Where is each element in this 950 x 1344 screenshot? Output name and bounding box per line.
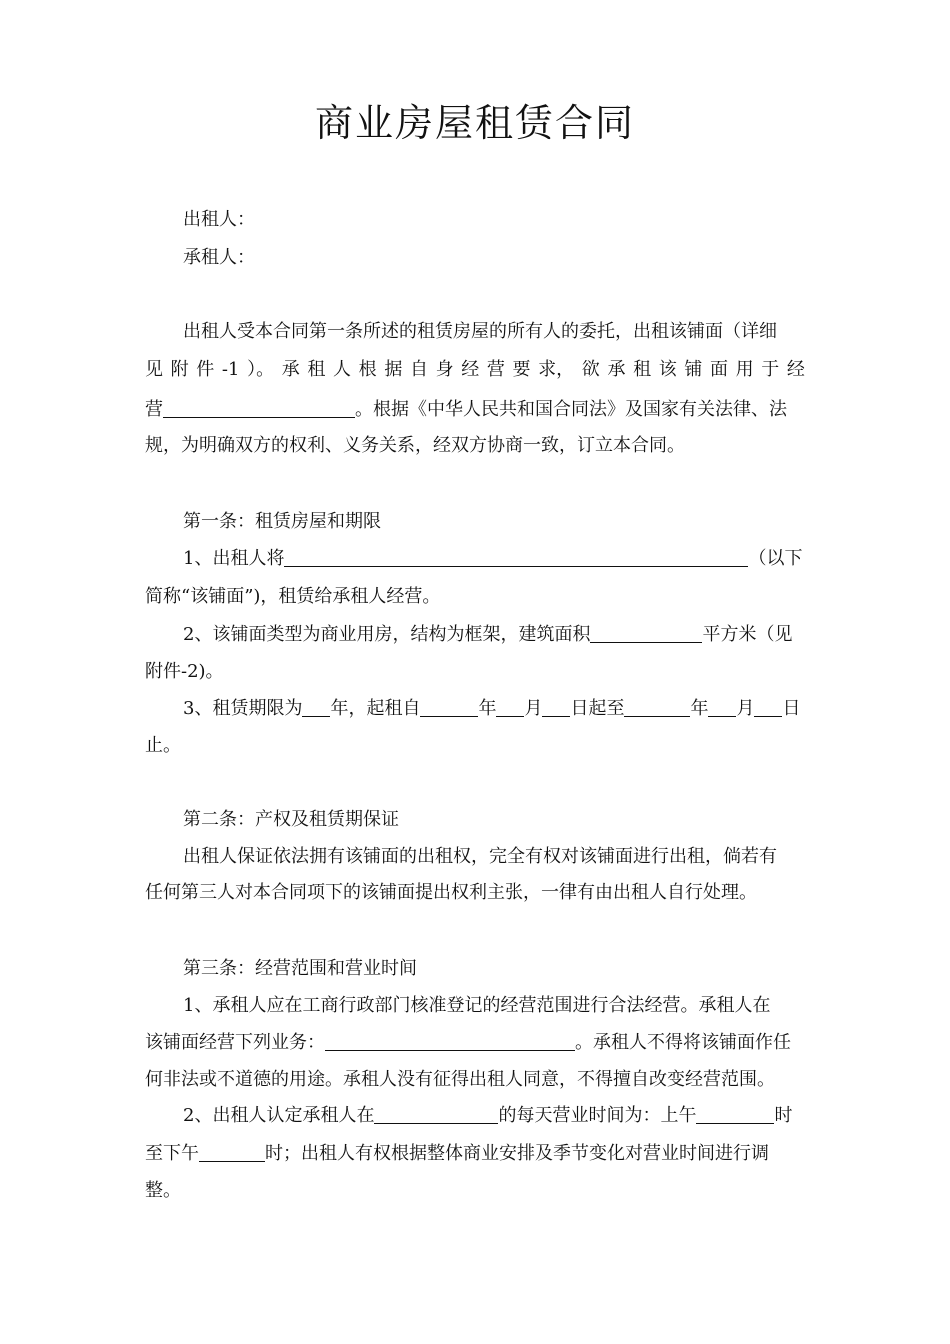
clause-text: 月 (524, 698, 543, 719)
article-1-clause-1 (183, 545, 805, 573)
article-1-clause-1-cont: 简称“该铺面”)，租赁给承租人经营。 (145, 586, 441, 607)
clause-text: 平方米（见 (702, 624, 793, 645)
start-month-blank[interactable] (496, 696, 524, 717)
preamble-word: 件 (196, 359, 215, 380)
business-period-blank[interactable] (374, 1103, 498, 1124)
closing-hour-blank[interactable] (199, 1141, 265, 1162)
clause-text: 时 (774, 1105, 793, 1126)
clause-text: 年 (690, 698, 709, 719)
clause-text: （以下 (748, 548, 803, 569)
clause-text: 1、出租人将 (183, 548, 285, 569)
preamble-text: 。根据《中华人民共和国合同法》及国家有关法律、法 (355, 399, 787, 420)
clause-text: 时；出租人有权根据整体商业安排及季节变化对营业时间进行调 (265, 1143, 769, 1164)
article-1-clause-3-cont: 止。 (145, 735, 181, 756)
article-1-clause-2 (183, 621, 805, 649)
article-3-clause-2-cont (145, 1140, 805, 1168)
preamble-word: 自 (409, 359, 428, 380)
preamble-word: ）。 (247, 359, 275, 380)
preamble-word: 面 (710, 359, 728, 380)
lease-term-years-blank[interactable] (302, 696, 330, 717)
clause-text: 日起至 (570, 698, 625, 719)
premises-address-blank[interactable] (284, 546, 748, 567)
preamble-word: 于 (761, 359, 780, 380)
preamble-word: 用 (735, 359, 754, 380)
opening-hour-blank[interactable] (696, 1103, 774, 1124)
preamble-word: 铺 (684, 359, 703, 380)
article-3-clause-1-cont (145, 1029, 805, 1057)
end-year-blank[interactable] (624, 696, 690, 717)
article-1-clause-3 (183, 695, 805, 723)
end-month-blank[interactable] (708, 696, 736, 717)
lessee-line: 承租人： (183, 247, 255, 268)
floor-area-blank[interactable] (590, 622, 702, 643)
preamble-word: 欲 (581, 359, 600, 380)
article-2-line-1: 出租人保证依法拥有该铺面的出租权，完全有权对该铺面进行出租，倘若有 (183, 846, 777, 867)
clause-text: 2、该铺面类型为商业用房，结构为框架，建筑面积 (183, 624, 591, 645)
preamble-word: 附 (170, 359, 189, 380)
preamble-text: 营 (145, 399, 163, 420)
start-year-blank[interactable] (420, 696, 478, 717)
preamble-word: 承 (607, 359, 626, 380)
lessor-line: 出租人： (183, 209, 255, 230)
article-1-heading: 第一条：租赁房屋和期限 (183, 511, 381, 532)
clause-text: 。承租人不得将该铺面作任 (575, 1032, 791, 1053)
article-2-heading: 第二条：产权及租赁期保证 (183, 809, 399, 830)
clause-text: 年 (330, 698, 349, 719)
clause-text: 的每天营业时间为：上午 (498, 1105, 697, 1126)
start-day-blank[interactable] (542, 696, 570, 717)
clause-text: 2、出租人认定承租人在 (183, 1105, 375, 1126)
preamble-line-4: 规，为明确双方的权利、义务关系，经双方协商一致，订立本合同。 (145, 435, 685, 456)
preamble-word: 见 (145, 359, 163, 380)
article-3-heading: 第三条：经营范围和营业时间 (183, 958, 417, 979)
clause-text: 3、租赁期限为 (183, 698, 303, 719)
clause-text: ，起租自 (348, 698, 421, 719)
preamble-word: -1 (221, 359, 240, 380)
end-day-blank[interactable] (754, 696, 782, 717)
preamble-line-1: 出租人受本合同第一条所述的租赁房屋的所有人的委托，出租该铺面（详细 (183, 321, 777, 342)
clause-text: 日 (782, 698, 801, 719)
business-purpose-blank[interactable] (163, 397, 355, 418)
preamble-word: 经 (461, 359, 480, 380)
article-2-line-2: 任何第三人对本合同项下的该铺面提出权利主张，一律有由出租人自行处理。 (145, 882, 757, 903)
preamble-line-2 (145, 356, 805, 384)
article-3-clause-1-cont-2: 何非法或不道德的用途。承租人没有征得出租人同意，不得擅自改变经营范围。 (145, 1069, 775, 1090)
preamble-word: 求， (538, 359, 575, 380)
article-3-clause-2-cont-2: 整。 (145, 1180, 181, 1201)
article-3-clause-1: 1、承租人应在工商行政部门核准登记的经营范围进行合法经营。承租人在 (183, 995, 771, 1016)
preamble-word: 根 (358, 359, 377, 380)
preamble-word: 身 (435, 359, 454, 380)
article-1-clause-2-cont: 附件-2)。 (145, 661, 224, 682)
preamble-word: 人 (333, 359, 352, 380)
clause-text: 月 (736, 698, 755, 719)
preamble-word: 要 (512, 359, 531, 380)
preamble-word: 该 (658, 359, 677, 380)
preamble-word: 经 (786, 359, 805, 380)
clause-text: 年 (478, 698, 497, 719)
preamble-word: 租 (633, 359, 652, 380)
article-3-clause-2 (183, 1102, 805, 1130)
preamble-line-3 (145, 396, 805, 424)
preamble-word: 营 (486, 359, 505, 380)
preamble-word: 承 (281, 359, 300, 380)
clause-text: 至下午 (145, 1143, 199, 1164)
document-title: 商业房屋租赁合同 (314, 101, 635, 145)
business-scope-blank[interactable] (325, 1030, 575, 1051)
clause-text: 该铺面经营下列业务： (145, 1032, 325, 1053)
preamble-word: 租 (307, 359, 326, 380)
preamble-word: 据 (384, 359, 403, 380)
